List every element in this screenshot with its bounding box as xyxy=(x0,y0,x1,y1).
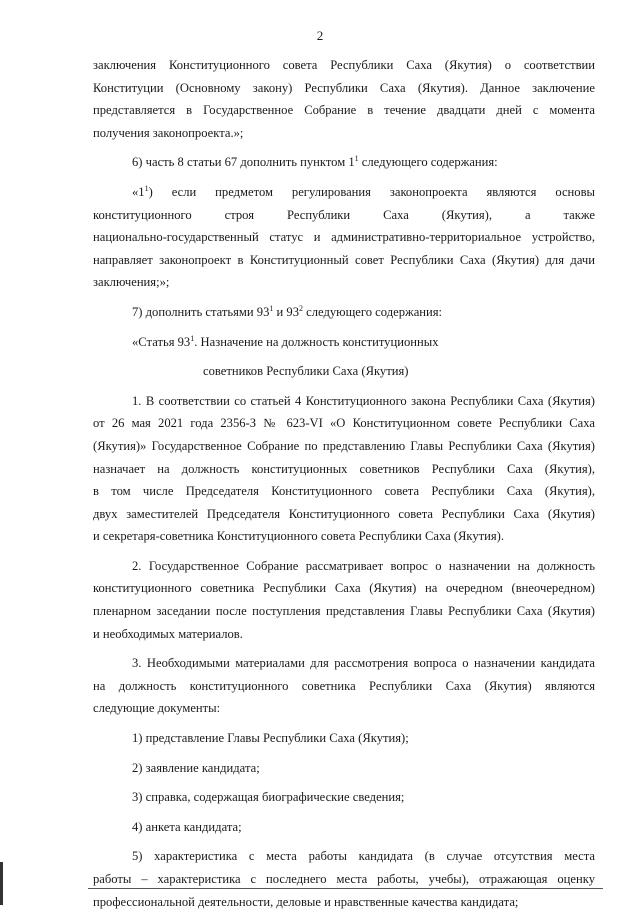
text-line: и необходимых материалов. xyxy=(93,626,243,641)
list-item: 3) справка, содержащая биографические сведения; xyxy=(132,790,405,805)
text-line: работы – характеристика с последнего места работы, учебы), отражающая оценку xyxy=(93,872,595,886)
text-line: заключения;»; xyxy=(93,275,170,290)
text-line: и секретаря-советника Конституционного совета Республики Саха (Якутия). xyxy=(93,529,505,544)
article-title: «Статья $93^1$. Назначение на должность конституционных xyxy=(132,333,439,349)
text-line: на должность конституционного советника Республики Саха (Якутия) являются xyxy=(93,678,595,693)
document-body xyxy=(93,54,595,913)
paragraph-2-line: 2. Государственное Собрание рассматривает вопрос о назначении на должность xyxy=(132,558,595,573)
text-line: представляется в Государственное Собрание в течение двадцати дней с момента xyxy=(93,103,595,118)
list-item: 4) анкета кандидата; xyxy=(132,819,242,834)
list-item: 5) характеристика с места работы кандидата (в случае отсутствия места xyxy=(132,849,595,864)
text-line: (Якутия)» Государственное Собрание по представлению Главы Республики Саха (Якутия) xyxy=(93,438,595,453)
text-line: заключения Конституционного совета Республики Саха (Якутия) о соответствии xyxy=(93,58,595,72)
text-line: двух заместителей Председателя Конституционного совета Республики Саха (Якутия) xyxy=(93,506,595,521)
article-subtitle: советников Республики Саха (Якутия) xyxy=(203,364,409,379)
page-number: 2 xyxy=(316,28,324,43)
list-item: 2) заявление кандидата; xyxy=(132,760,260,775)
text-line: конституционного советника Республики Саха (Якутия) на очередном (внеочередном) xyxy=(93,581,595,596)
text-line: в том числе Председателя Конституционного совета Республики Саха (Якутия), xyxy=(93,484,595,499)
text-line: от 26 мая 2021 года 2356-З № 623-VI «О Конституционном совете Республики Саха xyxy=(93,416,595,431)
text-line: Конституции (Основному закону) Республики Саха (Якутия). Данное заключение xyxy=(93,80,595,95)
list-item: 1) представление Главы Республики Саха (Якутия); xyxy=(132,731,409,746)
text-line: конституционного строя Республики Саха (Якутия), а также xyxy=(93,207,595,222)
item-6-heading: 6) часть 8 статьи 67 дополнить пунктом $1^1$ следующего содержания: xyxy=(132,154,498,170)
bottom-rule xyxy=(88,888,603,889)
paragraph-3-line: 3. Необходимыми материалами для рассмотрения вопроса о назначении кандидата xyxy=(132,656,595,671)
text-line: получения законопроекта.»; xyxy=(93,125,244,140)
item-7-heading: 7) дополнить статьями $93^1$ и $93^2$ следующего содержания: xyxy=(132,303,443,319)
text-line: профессиональной деятельности, деловые и нравственные качества кандидата; xyxy=(93,894,519,909)
scan-edge-mark xyxy=(0,862,3,905)
text-line: назначает на должность конституционных советников Республики Саха (Якутия), xyxy=(93,461,595,476)
paragraph-1-line: 1. В соответствии со статьей 4 Конституционного закона Республики Саха (Якутия) xyxy=(132,393,595,408)
item-6-text: «$1^1$) если предметом регулирования законопроекта являются основы xyxy=(132,183,595,199)
text-line: следующие документы: xyxy=(93,701,221,716)
text-line: направляет законопроект в Конституционный совет Республики Саха (Якутия) для дачи xyxy=(93,252,595,267)
text-line: национально-государственный статус и административно-территориальное устройство, xyxy=(93,230,595,245)
text-line: пленарном заседании после поступления представления Главы Республики Саха (Якутия) xyxy=(93,604,595,619)
